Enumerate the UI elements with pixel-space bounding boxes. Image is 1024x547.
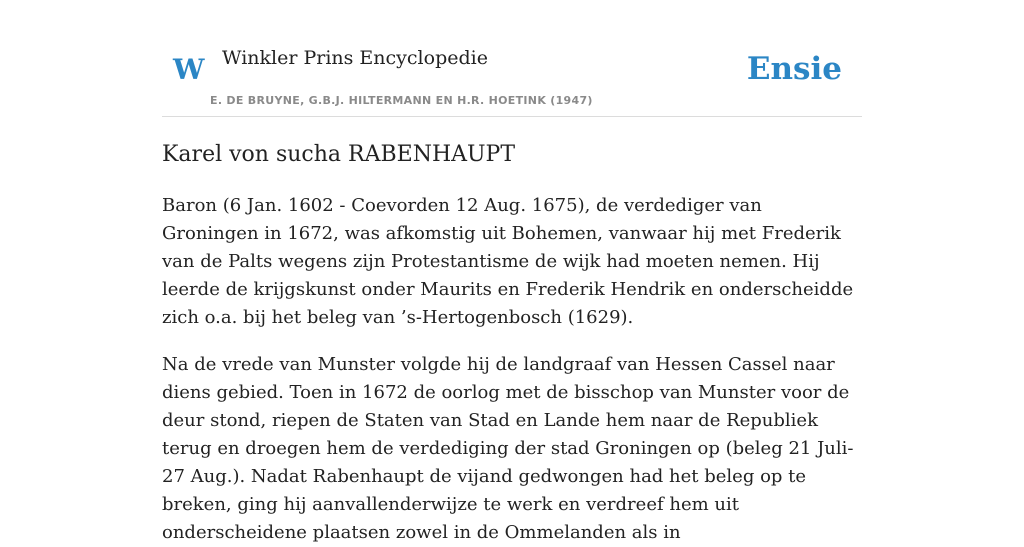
article-body (162, 137, 862, 547)
ensie-brand-link[interactable]: Ensie (746, 51, 842, 87)
article-paragraph-1: Baron (6 Jan. 1602 - Coevorden 12 Aug. 1675), de verdediger van Groningen in 1672, was afkomstig uit Bohemen, vanwaar hij met Frederik van de Palts wegens zijn Protestantisme de wijk had moeten nemen. Hij leerde de krijgskunst onder Maurits en Frederik Hendrik en onderscheidde zich o.a. bij het beleg van ’s-Hertogenbosch (1629). (162, 195, 854, 328)
article-paragraph-2: Na de vrede van Munster volgde hij de landgraaf van Hessen Cassel naar diens gebied. Toen in 1672 de oorlog met de bisschop van Munster voor de deur stond, riepen de Staten van Stad en Lande hem naar de Republiek terug en droegen hem de verdediging der stad Groningen op (beleg 21 Juli-27 Aug.). Nadat Rabenhaupt de vijand gedwongen had het beleg op te breken, ging hij aanvallenderwijze te werk en verdreef hem uit onderscheidene plaatsen zowel in de Ommelanden als in (162, 354, 854, 543)
source-title-link[interactable]: Winkler Prins Encyclopedie (222, 47, 488, 69)
page-title: Karel von sucha RABENHAUPT (162, 142, 516, 167)
source-header (162, 0, 862, 117)
source-authors: E. DE BRUYNE, G.B.J. HILTERMANN EN H.R. HOETINK (1947) (210, 94, 593, 107)
source-logo-icon[interactable]: W (173, 53, 205, 86)
